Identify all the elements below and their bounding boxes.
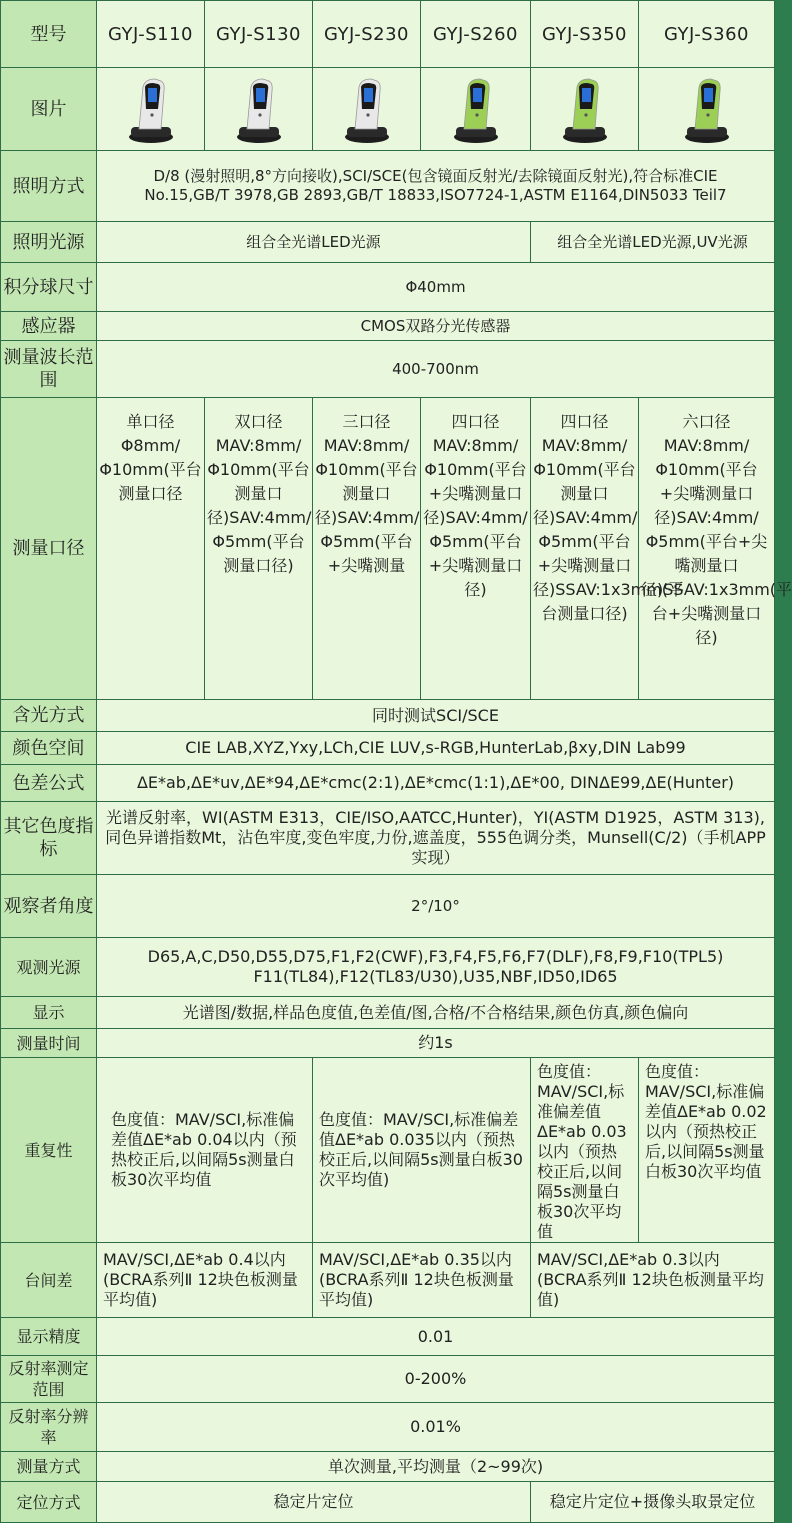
aperture-value: 单口径Φ8mm/Φ10mm(平台测量口径 [97, 398, 205, 700]
light-source-value: 组合全光谱LED光源 [97, 222, 531, 263]
model-name: GYJ-S350 [531, 1, 639, 68]
positioning-value: 稳定片定位 [97, 1482, 531, 1523]
wavelength-value: 400-700nm [97, 341, 775, 398]
row-image [1, 68, 775, 151]
reflect-range-value: 0-200% [97, 1356, 775, 1403]
measure-mode-value: 单次测量,平均测量（2~99次) [97, 1452, 775, 1482]
label-inter-instrument: 台间差 [1, 1243, 97, 1318]
row-display-precision [1, 1318, 775, 1356]
sphere-size-value: Φ40mm [97, 263, 775, 312]
colorimeter-device-icon [121, 73, 181, 145]
aperture-value: 四口径MAV:8mm/Φ10mm(平台测量口径)SAV:4mm/Φ5mm(平台+尖嘴测量口径)SSAV:1x3mm(平台测量口径) [531, 398, 639, 700]
row-reflect-resolution [1, 1403, 775, 1452]
inter-instrument-value: MAV/SCI,ΔE*ab 0.3以内(BCRA系列Ⅱ 12块色板测量平均值) [531, 1243, 775, 1318]
label-wavelength: 测量波长范围 [1, 341, 97, 398]
model-name: GYJ-S360 [639, 1, 775, 68]
label-color-space: 颜色空间 [1, 732, 97, 765]
reflect-resolution-value: 0.01% [97, 1403, 775, 1452]
illuminants-value: D65,A,C,D50,D55,D75,F1,F2(CWF),F3,F4,F5,F6,F7(DLF),F8,F9,F10(TPL5) F11(TL84),F12(TL83/U30),U35,NBF,ID50,ID65 [97, 938, 775, 997]
label-sphere-size: 积分球尺寸 [1, 263, 97, 312]
model-name: GYJ-S230 [313, 1, 421, 68]
display-precision-value: 0.01 [97, 1318, 775, 1356]
colorimeter-device-icon [229, 73, 289, 145]
label-model: 型号 [1, 1, 97, 68]
row-illumination [1, 151, 775, 222]
illumination-value: D/8 (漫射照明,8°方向接收),SCI/SCE(包含镜面反射光/去除镜面反射光),符合标准CIE No.15,GB/T 3978,GB 2893,GB/T 18833,ISO7724-1,ASTM E1164,DIN5033 Teil7 [97, 151, 775, 222]
model-name: GYJ-S130 [205, 1, 313, 68]
label-light-source: 照明光源 [1, 222, 97, 263]
row-other-indices [1, 802, 775, 875]
label-display: 显示 [1, 997, 97, 1029]
label-color-diff: 色差公式 [1, 765, 97, 802]
row-repeatability [1, 1058, 775, 1243]
row-light-source [1, 222, 775, 263]
label-measure-mode: 测量方式 [1, 1452, 97, 1482]
positioning-value: 稳定片定位+摄像头取景定位 [531, 1482, 775, 1523]
product-image-cell [421, 68, 531, 151]
label-display-precision: 显示精度 [1, 1318, 97, 1356]
row-positioning [1, 1482, 775, 1523]
colorimeter-device-icon [446, 73, 506, 145]
repeatability-value: 色度值：MAV/SCI,标准偏差值ΔE*ab 0.03以内（预热校正后,以间隔5s测量白板30次平均值 [531, 1058, 639, 1243]
label-illuminants: 观测光源 [1, 938, 97, 997]
other-indices-value: 光谱反射率，WI(ASTM E313，CIE/ISO,AATCC,Hunter)，YI(ASTM D1925，ASTM 313),同色异谱指数Mt，沾色牢度,变色牢度,力份,遮盖度，555色调分类，Munsell(C/2)（手机APP实现） [97, 802, 775, 875]
product-image-cell [531, 68, 639, 151]
product-image-cell [639, 68, 775, 151]
label-image: 图片 [1, 68, 97, 151]
row-reflect-range [1, 1356, 775, 1403]
row-wavelength [1, 341, 775, 398]
colorimeter-device-icon [555, 73, 615, 145]
label-measure-time: 测量时间 [1, 1029, 97, 1058]
row-aperture [1, 398, 775, 700]
label-reflect-range: 反射率测定范围 [1, 1356, 97, 1403]
measure-time-value: 约1s [97, 1029, 775, 1058]
display-value: 光谱图/数据,样品色度值,色差值/图,合格/不合格结果,颜色仿真,颜色偏向 [97, 997, 775, 1029]
specular-value: 同时测试SCI/SCE [97, 700, 775, 732]
color-diff-value: ΔE*ab,ΔE*uv,ΔE*94,ΔE*cmc(2:1),ΔE*cmc(1:1),ΔE*00, DINΔE99,ΔE(Hunter) [97, 765, 775, 802]
repeatability-value: 色度值：MAV/SCI,标准偏差值ΔE*ab 0.035以内（预热校正后,以间隔5s测量白板30次平均值) [313, 1058, 531, 1243]
row-display [1, 997, 775, 1029]
row-measure-time [1, 1029, 775, 1058]
product-image-cell [313, 68, 421, 151]
aperture-value: 双口径MAV:8mm/Φ10mm(平台测量口径)SAV:4mm/Φ5mm(平台测量口径) [205, 398, 313, 700]
row-measure-mode [1, 1452, 775, 1482]
repeatability-value: 色度值：MAV/SCI,标准偏差值ΔE*ab 0.02以内（预热校正后,以间隔5s测量白板30次平均值 [639, 1058, 775, 1243]
label-reflect-resolution: 反射率分辨率 [1, 1403, 97, 1452]
colorimeter-device-icon [677, 73, 737, 145]
aperture-value: 四口径MAV:8mm/Φ10mm(平台+尖嘴测量口径)SAV:4mm/Φ5mm(平台+尖嘴测量口径) [421, 398, 531, 700]
row-specular [1, 700, 775, 732]
inter-instrument-value: MAV/SCI,ΔE*ab 0.4以内(BCRA系列Ⅱ 12块色板测量平均值) [97, 1243, 313, 1318]
label-sensor: 感应器 [1, 312, 97, 341]
color-space-value: CIE LAB,XYZ,Yxy,LCh,CIE LUV,s-RGB,HunterLab,βxy,DIN Lab99 [97, 732, 775, 765]
repeatability-value: 色度值：MAV/SCI,标准偏差值ΔE*ab 0.04以内（预热校正后,以间隔5s测量白板30次平均值 [97, 1058, 313, 1243]
label-repeatability: 重复性 [1, 1058, 97, 1243]
label-specular: 含光方式 [1, 700, 97, 732]
model-name: GYJ-S110 [97, 1, 205, 68]
label-illumination: 照明方式 [1, 151, 97, 222]
row-illuminants [1, 938, 775, 997]
product-image-cell [97, 68, 205, 151]
row-model [1, 1, 775, 68]
sensor-value: CMOS双路分光传感器 [97, 312, 775, 341]
model-name: GYJ-S260 [421, 1, 531, 68]
row-color-diff [1, 765, 775, 802]
row-observer [1, 875, 775, 938]
row-sphere-size [1, 263, 775, 312]
observer-value: 2°/10° [97, 875, 775, 938]
inter-instrument-value: MAV/SCI,ΔE*ab 0.35以内(BCRA系列Ⅱ 12块色板测量平均值) [313, 1243, 531, 1318]
aperture-value: 三口径MAV:8mm/Φ10mm(平台测量口径)SAV:4mm/Φ5mm(平台+尖嘴测量 [313, 398, 421, 700]
row-inter-instrument [1, 1243, 775, 1318]
label-observer: 观察者角度 [1, 875, 97, 938]
colorimeter-device-icon [337, 73, 397, 145]
row-color-space [1, 732, 775, 765]
aperture-value: 六口径MAV:8mm/Φ10mm(平台+尖嘴测量口径)SAV:4mm/Φ5mm(平台+尖嘴测量口径)SSAV:1x3mm(平台+尖嘴测量口径) [639, 398, 775, 700]
label-aperture: 测量口径 [1, 398, 97, 700]
row-sensor [1, 312, 775, 341]
label-positioning: 定位方式 [1, 1482, 97, 1523]
product-image-cell [205, 68, 313, 151]
label-other-indices: 其它色度指标 [1, 802, 97, 875]
light-source-value: 组合全光谱LED光源,UV光源 [531, 222, 775, 263]
